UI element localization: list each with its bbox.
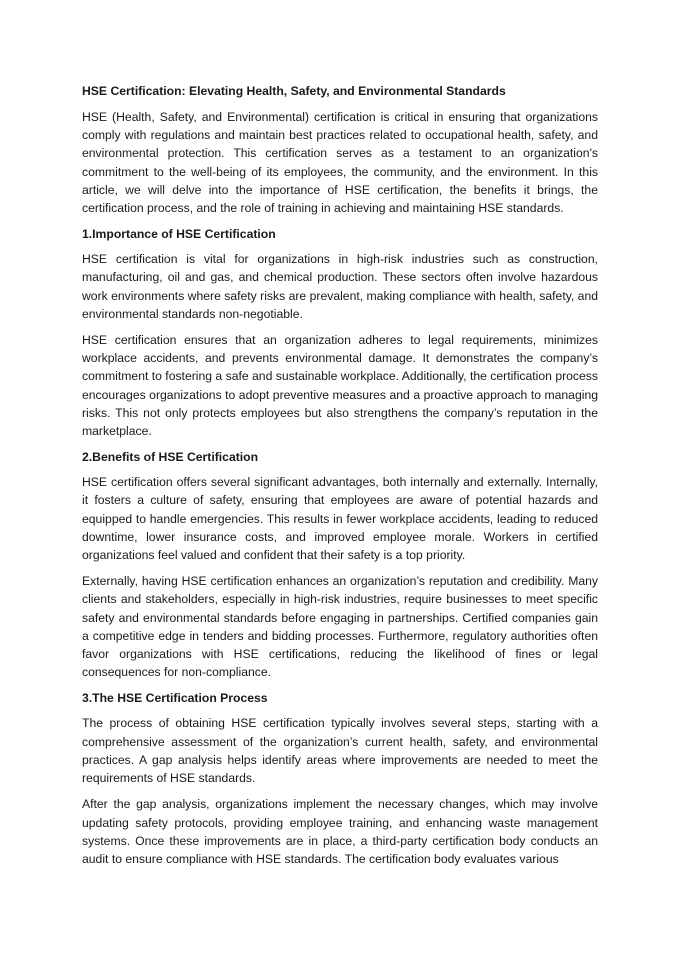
paragraph: HSE certification ensures that an organization adheres to legal requirements, minimizes workplace accidents, and prevents environmental damage. It demonstrates the company’s commitment to fostering a safe and sustainable workplace. Additionally, the certification process encourages organizations to adopt preventive measures and a proactive approach to managing risks. This not only protects employees but also strengthens the company’s reputation in the marketplace. bbox=[82, 333, 598, 439]
paragraph: The process of obtaining HSE certification typically involves several steps, starting with a comprehensive assessment of the organization’s current health, safety, and environmental practices. A gap analysis helps identify areas where improvements are needed to meet the requirements of HSE standards. bbox=[82, 716, 598, 786]
paragraph: HSE certification is vital for organizations in high-risk industries such as construction, manufacturing, oil and gas, and chemical production. These sectors often involve hazardous work environments where safety risks are prevalent, making compliance with health, safety, and environmental standards non-negotiable. bbox=[82, 252, 598, 321]
document-page bbox=[82, 82, 598, 876]
document-title: HSE Certification: Elevating Health, Safety, and Environmental Standards bbox=[82, 84, 506, 98]
section-heading-benefits: 2.Benefits of HSE Certification bbox=[82, 450, 259, 465]
intro-paragraph: HSE (Health, Safety, and Environmental) certification is critical in ensuring that organizations comply with regulations and maintain best practices related to occupational health, safety, and environmental protection. This certification serves as a testament to an organization's commitment to the well-being of its employees, the community, and the environment. In this article, we will delve into the importance of HSE certification, the benefits it brings, the certification process, and the role of training in achieving and maintaining HSE standards. bbox=[82, 110, 598, 216]
paragraph: HSE certification offers several significant advantages, both internally and externally. Internally, it fosters a culture of safety, ensuring that employees are aware of potential hazards and equipped to handle emergencies. This results in fewer workplace accidents, leading to reduced downtime, lower insurance costs, and improved employee morale. Workers in certified organizations feel valued and confident that their safety is a top priority. bbox=[82, 475, 598, 563]
paragraph: After the gap analysis, organizations implement the necessary changes, which may involve updating safety protocols, providing employee training, and enhancing waste management systems. Once these improvements are in place, a third-party certification body conducts an audit to ensure compliance with HSE standards. The certification body evaluates various bbox=[82, 797, 598, 866]
section-heading-process: 3.The HSE Certification Process bbox=[82, 691, 268, 706]
paragraph: Externally, having HSE certification enhances an organization’s reputation and credibility. Many clients and stakeholders, especially in high-risk industries, require businesses to meet specific safety and environmental standards before engaging in partnerships. Certified companies gain a competitive edge in tenders and bidding processes. Furthermore, regulatory authorities often favor organizations with HSE certifications, reducing the likelihood of fines or legal consequences for non-compliance. bbox=[82, 574, 598, 680]
section-heading-importance: 1.Importance of HSE Certification bbox=[82, 227, 276, 242]
